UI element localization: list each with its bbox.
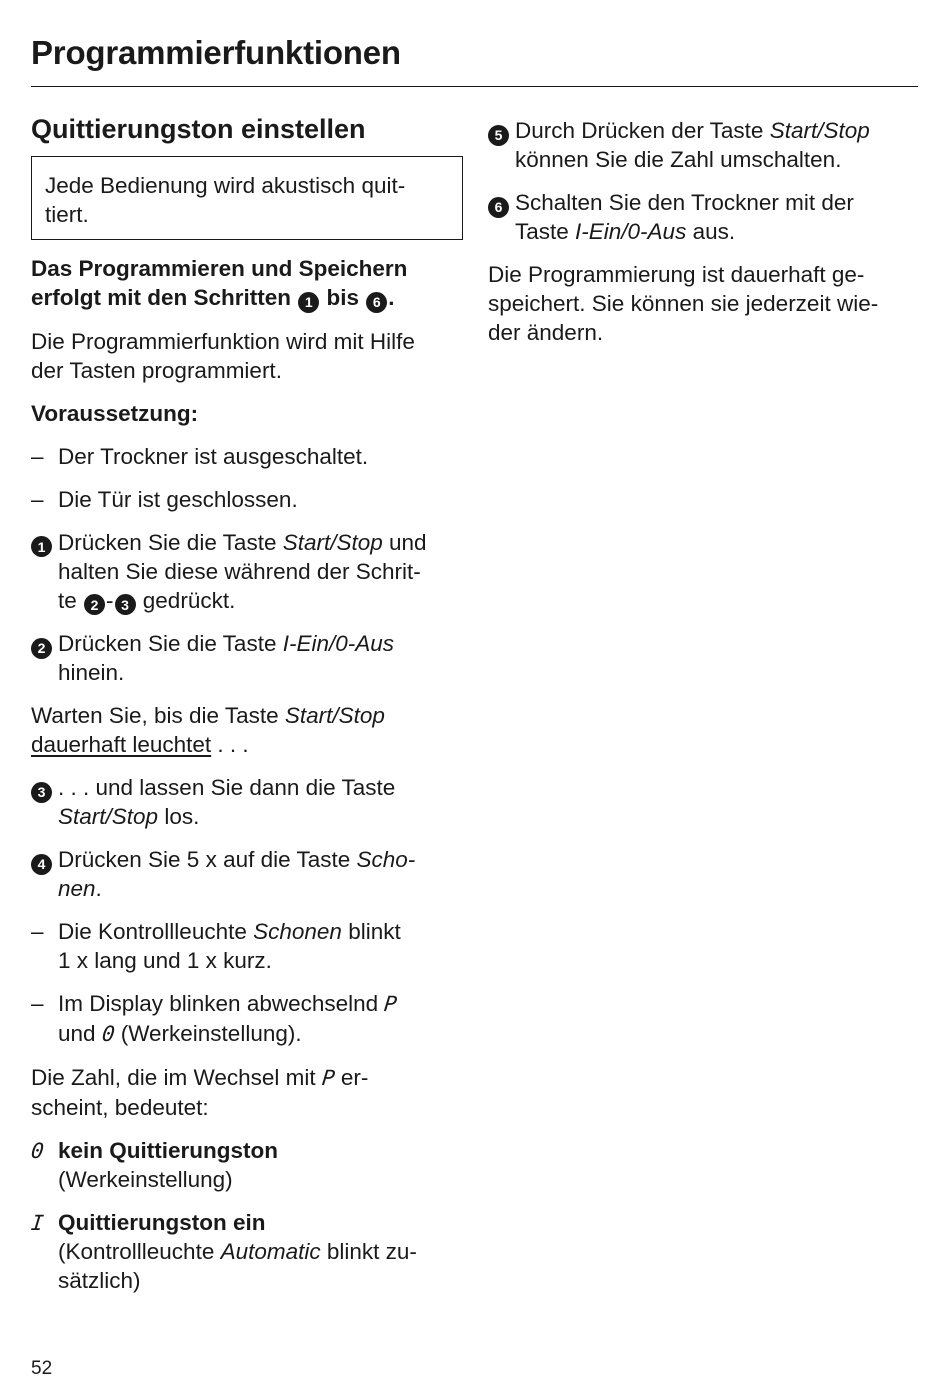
section-title: Quittierungston einstellen bbox=[31, 114, 366, 144]
intro-bold: Das Programmieren und Speichern erfolgt mit den Schritten 1 bis 6 . bbox=[31, 254, 463, 313]
display-symbol: P bbox=[383, 992, 399, 1016]
step-1: 1 Drücken Sie die Taste Start/Stop und halten Sie diese während der Schrit- te 2 - 3 gedrückt. bbox=[31, 528, 463, 616]
page-title: Programmierfunktionen bbox=[31, 34, 401, 71]
key-name: I-Ein/0-Aus bbox=[282, 631, 395, 656]
step-number-6-icon: 6 bbox=[488, 197, 509, 218]
option-item: I Quittierungston ein (Kontrollleuchte Automatic blinkt zu- sätzlich) bbox=[29, 1210, 417, 1293]
step-6: 6 Schalten Sie den Trockner mit der Taste I-Ein/0-Aus aus. bbox=[488, 188, 918, 246]
step-5: 5 Durch Drücken der Taste Start/Stop können Sie die Zahl umschalten. bbox=[488, 116, 918, 174]
step-number-3-icon: 3 bbox=[115, 594, 136, 615]
key-name: Schonen bbox=[253, 919, 342, 944]
result-item: – Die Kontrollleuchte Schonen blinkt 1 x lang und 1 x kurz. bbox=[31, 919, 401, 973]
key-name: Start/Stop bbox=[769, 118, 870, 143]
display-symbol: 0 bbox=[29, 1139, 45, 1163]
note-text: Jede Bedienung wird akustisch quit- tiert. bbox=[45, 173, 406, 227]
dash-bullet: – bbox=[31, 443, 44, 469]
key-name: I-Ein/0-Aus bbox=[575, 219, 687, 244]
step-number-6-icon: 6 bbox=[366, 292, 387, 313]
step-4: 4 Drücken Sie 5 x auf die Taste Scho- nen. bbox=[31, 845, 463, 903]
note-box bbox=[31, 156, 463, 240]
right-column bbox=[488, 116, 918, 361]
left-column bbox=[31, 112, 463, 1309]
prerequisite-item: – Die Tür ist geschlossen. bbox=[31, 486, 298, 512]
key-name: Start/Stop bbox=[282, 529, 383, 555]
dash-bullet: – bbox=[31, 919, 44, 944]
option-item: 0 kein Quittierungston (Werkeinstellung) bbox=[29, 1138, 279, 1192]
key-name: Automatic bbox=[220, 1239, 321, 1264]
step-3: 3 . . . und lassen Sie dann die Taste Start/Stop los. bbox=[31, 773, 463, 831]
display-symbol: P bbox=[320, 1066, 336, 1090]
result-item: – Im Display blinken abwechselnd P und 0 (Werkeinstellung). bbox=[31, 989, 463, 1049]
prerequisite-item: – Der Trockner ist ausgeschaltet. bbox=[31, 443, 369, 469]
key-name: Start/Stop bbox=[284, 703, 385, 728]
page-number: 52 bbox=[31, 1358, 53, 1379]
key-name: Start/Stop bbox=[58, 804, 159, 829]
closing-text: Die Programmierung ist dauerhaft ge- speichert. Sie können sie jederzeit wie- der ändern. bbox=[488, 262, 879, 345]
step-number-1-icon: 1 bbox=[31, 536, 52, 557]
meaning-text: Die Zahl, die im Wechsel mit P er- scheint, bedeutet: bbox=[31, 1065, 369, 1120]
dash-bullet: – bbox=[31, 486, 44, 512]
step-2: 2 Drücken Sie die Taste I-Ein/0-Aus hinein. bbox=[31, 629, 463, 687]
intro-text: Die Programmierfunktion wird mit Hilfe der Tasten programmiert. bbox=[31, 328, 415, 383]
step-number-1-icon: 1 bbox=[298, 292, 319, 313]
display-symbol: I bbox=[29, 1211, 45, 1235]
display-symbol: 0 bbox=[100, 1022, 116, 1046]
step-number-4-icon: 4 bbox=[31, 854, 52, 875]
step-number-2-icon: 2 bbox=[31, 638, 52, 659]
step-number-2-icon: 2 bbox=[84, 594, 105, 615]
key-name: nen bbox=[58, 876, 96, 901]
dash-bullet: – bbox=[31, 991, 44, 1016]
step-number-3-icon: 3 bbox=[31, 782, 52, 803]
title-divider bbox=[31, 86, 918, 87]
key-name: Scho- bbox=[356, 847, 416, 872]
wait-text: Warten Sie, bis die Taste Start/Stop dauerhaft leuchtet . . . bbox=[31, 703, 385, 757]
prerequisite-label: Voraussetzung: bbox=[31, 400, 199, 426]
step-number-5-icon: 5 bbox=[488, 125, 509, 146]
